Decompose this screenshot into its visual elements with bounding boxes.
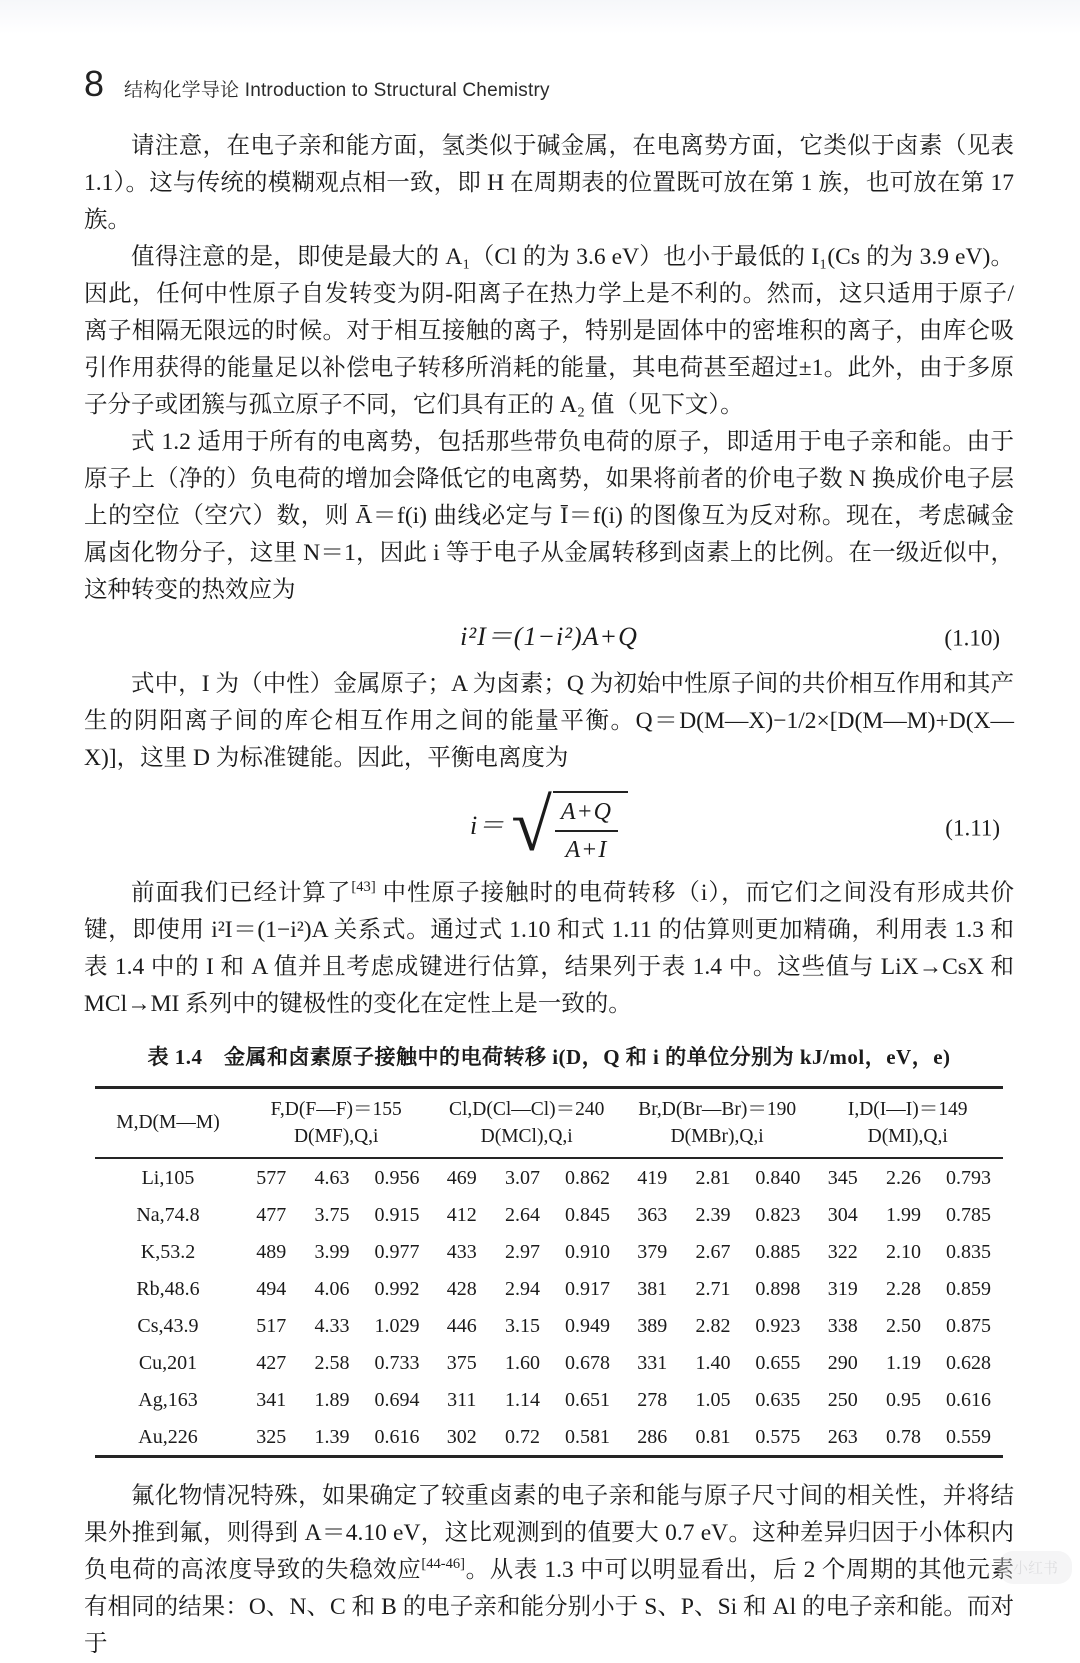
row-label: K,53.2	[140, 1241, 196, 1263]
group-header-line1: F,D(F—F)＝155	[270, 1099, 402, 1120]
table-cell: 2.10	[885, 1241, 921, 1263]
table-cell: 419	[637, 1167, 668, 1189]
group-header-line2: D(MF),Q,i	[293, 1126, 379, 1147]
group-header-line2: D(MI),Q,i	[867, 1126, 948, 1147]
table-cell: 2.64	[505, 1204, 541, 1226]
equation-1-11	[84, 785, 1014, 867]
table-row	[95, 1158, 1003, 1196]
table-cell: 0.559	[945, 1426, 991, 1448]
text-segment: 中性原子接触时的电荷转移（i），而它们之间没有形成共价键，即使用 i²I＝(1−i²)A 关系式。通过式 1.10 和式 1.11 的估算则更加精确，利用表 1.3 和表 1.4 中的 I 和 A 值并且考虑成键进行估算，结果列于表 1.4 中。这些值与 LiX→CsX 和 MCl→MI 系列中的键极性的变化在定性上是一致的。	[84, 880, 1015, 1017]
table-cell: 0.923	[755, 1315, 801, 1337]
table-cell: 0.81	[695, 1426, 731, 1448]
table-row	[95, 1270, 1003, 1307]
table-cell: 446	[446, 1315, 477, 1337]
paragraph-fluoride-anomaly	[84, 1478, 1014, 1663]
table-cell: 0.655	[755, 1352, 801, 1374]
table-cell: 477	[256, 1204, 287, 1226]
radicand	[553, 791, 628, 865]
table-cell: 341	[256, 1389, 287, 1411]
table-row	[95, 1418, 1003, 1457]
group-header-line1: Cl,D(Cl—Cl)＝240	[448, 1099, 605, 1120]
table-cell: 250	[827, 1389, 858, 1411]
watermark-badge: 小红书	[999, 1551, 1072, 1584]
table-cell: 0.78	[885, 1426, 921, 1448]
table-cell: 3.99	[314, 1241, 350, 1263]
table-row	[95, 1344, 1003, 1381]
table-cell: 3.07	[505, 1167, 541, 1189]
table-cell: 319	[827, 1278, 858, 1300]
table-cell: 1.19	[885, 1352, 921, 1374]
equation-1-10-body: i²I＝(1−i²)A+Q	[460, 622, 638, 651]
table-cell: 428	[446, 1278, 477, 1300]
table-cell: 0.875	[945, 1315, 991, 1337]
table-cell: 2.39	[695, 1204, 731, 1226]
table-cell: 0.885	[755, 1241, 801, 1263]
paragraph-affinity-vs-ionization: 值得注意的是，即使是最大的 A₁（Cl 的为 3.6 eV）也小于最低的 I₁(Cs 的为 3.9 eV)。因此，任何中性原子自发转变为阴-阳离子在热力学上是不利的。然而，这只适用于原子/离子相隔无限远的时候。对于相互接触的离子，特别是固体中的密堆积的离子，由库仑吸引作用获得的能量足以补偿电子转移所消耗的能量，其电荷甚至超过±1。此外，由于多原子分子或团簇与孤立原子不同，它们具有正的 A₂ 值（见下文）。	[84, 244, 1014, 418]
equation-1-11-body	[469, 785, 628, 867]
table-cell: 433	[446, 1241, 477, 1263]
column-header-metal: M,D(M—M)	[116, 1112, 220, 1134]
table-cell: 0.992	[374, 1278, 420, 1300]
table-cell: 0.575	[755, 1426, 801, 1448]
page-number: 8	[84, 63, 105, 104]
table-cell: 0.793	[945, 1167, 991, 1189]
running-head-title: 结构化学导论 Introduction to Structural Chemistry	[124, 80, 550, 101]
table-cell: 0.733	[374, 1352, 420, 1374]
table-cell: 4.63	[314, 1167, 350, 1189]
table-cell: 389	[637, 1315, 668, 1337]
table-cell: 0.949	[564, 1315, 610, 1337]
table-cell: 0.862	[564, 1167, 610, 1189]
table-cell: 302	[446, 1426, 477, 1448]
text-segment: 。从表 1.3 中可以明显看出，后 2 个周期的其他元素有相同的结果：O、N、C 和 B 的电子亲和能分别小于 S、P、Si 和 Al 的电子亲和能。而对于	[84, 1557, 1015, 1657]
table-cell: 0.616	[374, 1426, 420, 1448]
table-cell: 379	[637, 1241, 668, 1263]
table-cell: 0.628	[945, 1352, 991, 1374]
table-cell: 2.58	[314, 1352, 350, 1374]
table-title: 表 1.4 金属和卤素原子接触中的电荷转移 i(D，Q 和 i 的单位分别为 kJ/mol，eV，e)	[147, 1045, 951, 1069]
row-label: Au,226	[138, 1426, 198, 1448]
fraction-numerator: A+Q	[555, 797, 618, 832]
group-header-line2: D(MCl),Q,i	[480, 1126, 573, 1147]
table-cell: 304	[827, 1204, 858, 1226]
table-cell: 469	[446, 1167, 477, 1189]
table-cell: 0.651	[564, 1389, 610, 1411]
row-label: Rb,48.6	[136, 1278, 200, 1300]
table-cell: 0.635	[755, 1389, 801, 1411]
table-cell: 325	[256, 1426, 287, 1448]
table-cell: 0.915	[374, 1204, 420, 1226]
table-cell: 1.40	[695, 1352, 731, 1374]
table-cell: 286	[637, 1426, 668, 1448]
table-cell: 0.977	[374, 1241, 420, 1263]
paragraph-eq12-application: 式 1.2 适用于所有的电离势，包括那些带负电荷的原子，即适用于电子亲和能。由于原子上（净的）负电荷的增加会降低它的电离势，如果将前者的价电子数 N 换成价电子层上的空位（空穴）数，则 Ā＝f(i) 曲线必定与 Ī＝f(i) 的图像互为反对称。现在，考虑碱金属卤化物分子，这里 N＝1，因此 i 等于电子从金属转移到卤素上的比例。在一级近似中，这种转变的热效应为	[84, 429, 1014, 603]
equation-1-10	[84, 618, 1014, 657]
table-cell: 2.71	[695, 1278, 731, 1300]
table-cell: 4.33	[314, 1315, 350, 1337]
table-cell: 0.694	[374, 1389, 420, 1411]
table-cell: 0.859	[945, 1278, 991, 1300]
table-cell: 0.678	[564, 1352, 610, 1374]
table-cell: 0.581	[564, 1426, 610, 1448]
table-cell: 2.26	[885, 1167, 921, 1189]
table-cell: 489	[256, 1241, 287, 1263]
table-cell: 322	[827, 1241, 858, 1263]
table-cell: 0.823	[755, 1204, 801, 1226]
table-cell: 0.917	[564, 1278, 610, 1300]
table-cell: 2.28	[885, 1278, 921, 1300]
group-header-line1: I,D(I—I)＝149	[847, 1099, 968, 1120]
column-group-iodine	[812, 1088, 1003, 1159]
paragraph-hydrogen-placement: 请注意，在电子亲和能方面，氢类似于碱金属，在电离势方面，它类似于卤素（见表 1.1）。这与传统的模糊观点相一致，即 H 在周期表的位置既可放在第 1 族，也可放在第 17 族。	[84, 133, 1014, 233]
table-cell: 363	[637, 1204, 668, 1226]
row-label: Ag,163	[138, 1389, 198, 1411]
table-cell: 2.97	[505, 1241, 541, 1263]
table-cell: 2.67	[695, 1241, 731, 1263]
table-cell: 311	[447, 1389, 477, 1411]
table-cell: 517	[256, 1315, 287, 1337]
row-label: Li,105	[141, 1167, 195, 1189]
table-cell: 2.81	[695, 1167, 731, 1189]
column-group-bromine	[622, 1088, 812, 1159]
fraction-denominator: A+I	[565, 837, 608, 863]
table-cell: 0.956	[374, 1167, 420, 1189]
table-cell: 0.840	[755, 1167, 801, 1189]
citation-ref-44-46: [44-46]	[421, 1556, 466, 1573]
table-cell: 1.14	[505, 1389, 541, 1411]
table-cell: 0.835	[945, 1241, 991, 1263]
table-cell: 4.06	[314, 1278, 350, 1300]
table-1-4	[95, 1086, 1003, 1458]
table-cell: 375	[446, 1352, 477, 1374]
table-cell: 381	[637, 1278, 668, 1300]
paragraph-q-definition: 式中，I 为（中性）金属原子；A 为卤素；Q 为初始中性原子间的共价相互作用和其产生的阴阳离子间的库仑相互作用之间的能量平衡。Q＝D(M—X)−1/2×[D(M—M)+D(X—X)]，这里 D 为标准键能。因此，平衡电离度为	[84, 671, 1014, 771]
table-cell: 3.15	[505, 1315, 541, 1337]
radical-sign-icon: √	[511, 785, 553, 867]
table-cell: 278	[637, 1389, 668, 1411]
table-cell: 577	[256, 1167, 287, 1189]
page-body	[84, 128, 1014, 1663]
table-cell: 0.785	[945, 1204, 991, 1226]
table-cell: 345	[827, 1167, 858, 1189]
equation-1-10-number: (1.10)	[944, 625, 1000, 650]
table-cell: 412	[446, 1204, 477, 1226]
table-cell: 1.05	[695, 1389, 731, 1411]
equation-1-11-lhs: i＝	[469, 810, 506, 840]
table-cell: 0.95	[885, 1389, 921, 1411]
paragraph-charge-transfer-estimates	[84, 875, 1014, 1023]
column-group-fluorine	[241, 1088, 431, 1159]
citation-ref-43: [43]	[351, 879, 376, 896]
table-cell: 0.910	[564, 1241, 610, 1263]
table-body	[95, 1158, 1003, 1457]
table-cell: 494	[256, 1278, 287, 1300]
table-cell: 338	[827, 1315, 858, 1337]
table-cell: 3.75	[314, 1204, 350, 1226]
table-cell: 290	[827, 1352, 858, 1374]
group-header-line2: D(MBr),Q,i	[670, 1126, 764, 1147]
equation-1-11-number: (1.11)	[945, 815, 1000, 841]
table-cell: 0.72	[505, 1426, 541, 1448]
table-cell: 1.39	[314, 1426, 350, 1448]
table-cell: 0.898	[755, 1278, 801, 1300]
table-cell: 331	[637, 1352, 668, 1374]
row-label: Cu,201	[138, 1352, 198, 1374]
row-label: Cs,43.9	[137, 1315, 199, 1337]
text-segment: 前面我们已经计算了	[131, 880, 352, 906]
running-head	[84, 63, 1010, 104]
table-cell: 1.99	[885, 1204, 921, 1226]
table-cell: 427	[256, 1352, 287, 1374]
table-header	[95, 1088, 1003, 1159]
column-group-chlorine	[431, 1088, 621, 1159]
row-label: Na,74.8	[136, 1204, 200, 1226]
table-cell: 1.89	[314, 1389, 350, 1411]
square-root	[511, 785, 628, 867]
table-row	[95, 1381, 1003, 1418]
table-cell: 2.82	[695, 1315, 731, 1337]
text-segment: 氟化物情况特殊，如果确定了较重卤素的电子亲和能与原子尺寸间的相关性，并将结果外推到氟，则得到 A＝4.10 eV，这比观测到的值要大 0.7 eV。这种差异归因于小体积内负电荷的高浓度导致的失稳效应	[84, 1483, 1014, 1583]
fraction	[555, 797, 618, 865]
table-cell: 263	[827, 1426, 858, 1448]
table-cell: 0.616	[945, 1389, 991, 1411]
table-cell: 2.94	[505, 1278, 541, 1300]
table-row	[95, 1233, 1003, 1270]
table-cell: 0.845	[564, 1204, 610, 1226]
group-header-line1: Br,D(Br—Br)＝190	[638, 1099, 797, 1120]
table-row	[95, 1196, 1003, 1233]
table-cell: 1.029	[374, 1315, 420, 1337]
table-row	[95, 1307, 1003, 1344]
table-cell: 2.50	[885, 1315, 921, 1337]
table-cell: 1.60	[505, 1352, 541, 1374]
